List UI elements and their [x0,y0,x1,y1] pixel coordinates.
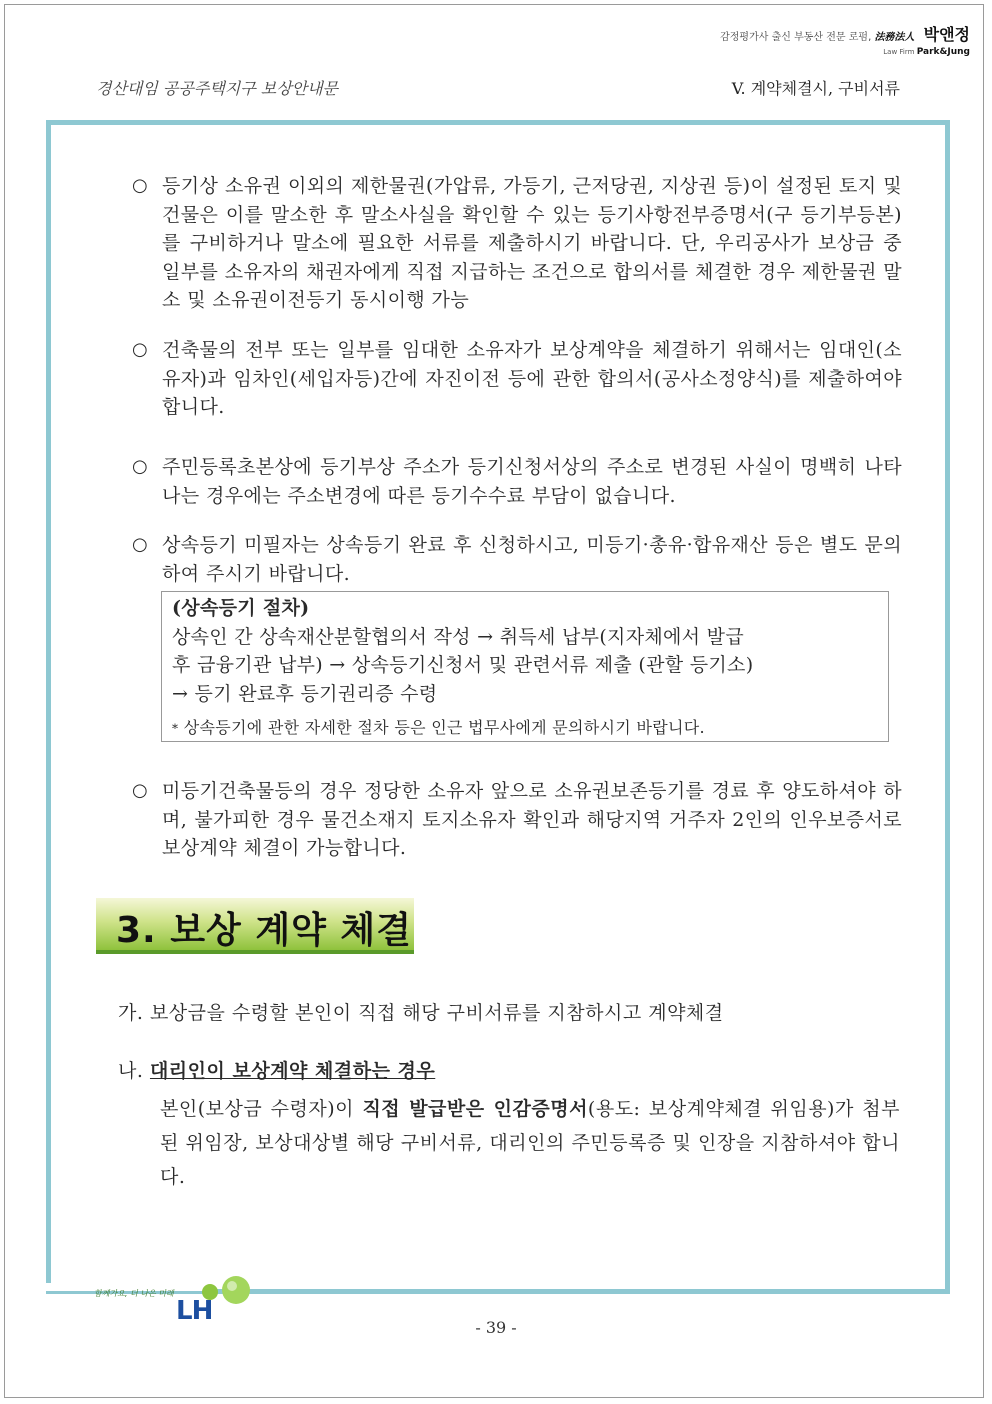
lh-slogan: 함께가요, 더 나은 미래 [94,1289,174,1298]
firm-name: 박앤정 [923,25,970,44]
document-title: 경산대임 공공주택지구 보상안내문 [96,79,339,98]
bullet-item [132,172,902,315]
item-b [118,1054,908,1088]
bullet-item [132,453,902,510]
item-b-text-2: (용도: 보상계약체결 위임용)가 첨부된 위임장, 보상대상별 해당 구비서류, 대리인의 주민등록증 및 인장을 지참하셔야 합니다. [160,1098,900,1188]
bullet-item [132,336,902,422]
item-a-marker: 가. [118,1002,144,1024]
item-b-title: 대리인이 보상계약 체결하는 경우 [149,1060,436,1082]
section-3-banner [96,898,414,954]
item-a [118,996,908,1030]
firm-tagline: 감정평가사 출신 부동산 전문 로펌, [720,32,872,43]
bullet-item [132,531,902,588]
firm-sub-name: Park&Jung [916,47,970,57]
firm-name-hanja: 法務法人 [874,32,915,43]
item-b-marker: 나. [118,1060,144,1082]
bullet-text: 건축물의 전부 또는 일부를 임대한 소유자가 보상계약을 체결하기 위해서는 임대인(소유자)과 임차인(세입자등)간에 자진이전 등에 관한 합의서(공사소정양식)를 제출하여야 합니다. [162,339,902,418]
procedure-note [172,714,878,743]
section-3-title: 3. 보상 계약 체결 [116,910,412,951]
firm-sub-line [720,47,970,57]
item-b-bold-text: 직접 발급받은 인감증명서 [362,1098,588,1120]
page-number: - 39 - [475,1318,517,1337]
procedure-line: 후 금융기관 납부) → 상속등기신청서 및 관련서류 제출 (관할 등기소) [172,654,754,676]
bullet-text: 등기상 소유권 이외의 제한물권(가압류, 가등기, 근저당권, 지상권 등)이 설정된 토지 및 건물은 이를 말소한 후 말소사실을 확인할 수 있는 등기사항전부증명서(구 등기부등본)를 구비하거나 말소에 필요한 서류를 제출하시기 바랍니다. 단, 우리공사가 보상금 중 일부를 소유자의 채권자에게 직접 지급하는 조건으로 합의서를 체결한 경우 제한물권 말소 및 소유권이전등기 동시이행 가능 [162,175,902,311]
bullet-symbol: ○ [132,534,149,555]
bullet-symbol: ○ [132,175,149,196]
note-mark: * [172,721,179,736]
firm-sub-prefix: Law Firm [883,48,915,56]
bullet-text: 주민등록초본상에 등기부상 주소가 등기신청서상의 주소로 변경된 사실이 명백히 나타나는 경우에는 주소변경에 따른 등기수수료 부담이 없습니다. [162,456,902,507]
procedure-line: 상속인 간 상속재산분할협의서 작성 → 취득세 납부(지자체에서 발급 [172,625,744,648]
bullet-text: 미등기건축물등의 경우 정당한 소유자 앞으로 소유권보존등기를 경료 후 양도하셔야 하며, 불가피한 경우 물건소재지 토지소유자 확인과 해당지역 거주자 2인의 인우보증서로 보상계약 체결이 가능합니다. [162,780,902,859]
item-b-body [160,1092,900,1194]
item-b-text-1: 본인(보상금 수령자)이 [160,1098,354,1120]
bullet-item [132,777,902,863]
firm-line [720,22,970,45]
bullet-symbol: ○ [132,780,149,801]
procedure-title: (상속등기 절차) [172,597,310,619]
section-title: V. 계약체결시, 구비서류 [731,79,900,98]
note-text: 상속등기에 관한 자세한 절차 등은 인근 법무사에게 문의하시기 바랍니다. [183,718,705,737]
law-firm-header [720,22,970,57]
lh-logo: LH [176,1296,213,1326]
procedure-line: → 등기 완료후 등기권리증 수령 [172,682,438,705]
bullet-symbol: ○ [132,456,149,477]
item-a-text: 보상금을 수령할 본인이 직접 해당 구비서류를 지참하시고 계약체결 [149,1002,724,1024]
bullet-text: 상속등기 미필자는 상속등기 완료 후 신청하시고, 미등기·총유·합유재산 등은 별도 문의하여 주시기 바랍니다. [162,534,902,585]
inheritance-procedure-box [161,591,889,742]
bullet-symbol: ○ [132,339,149,360]
